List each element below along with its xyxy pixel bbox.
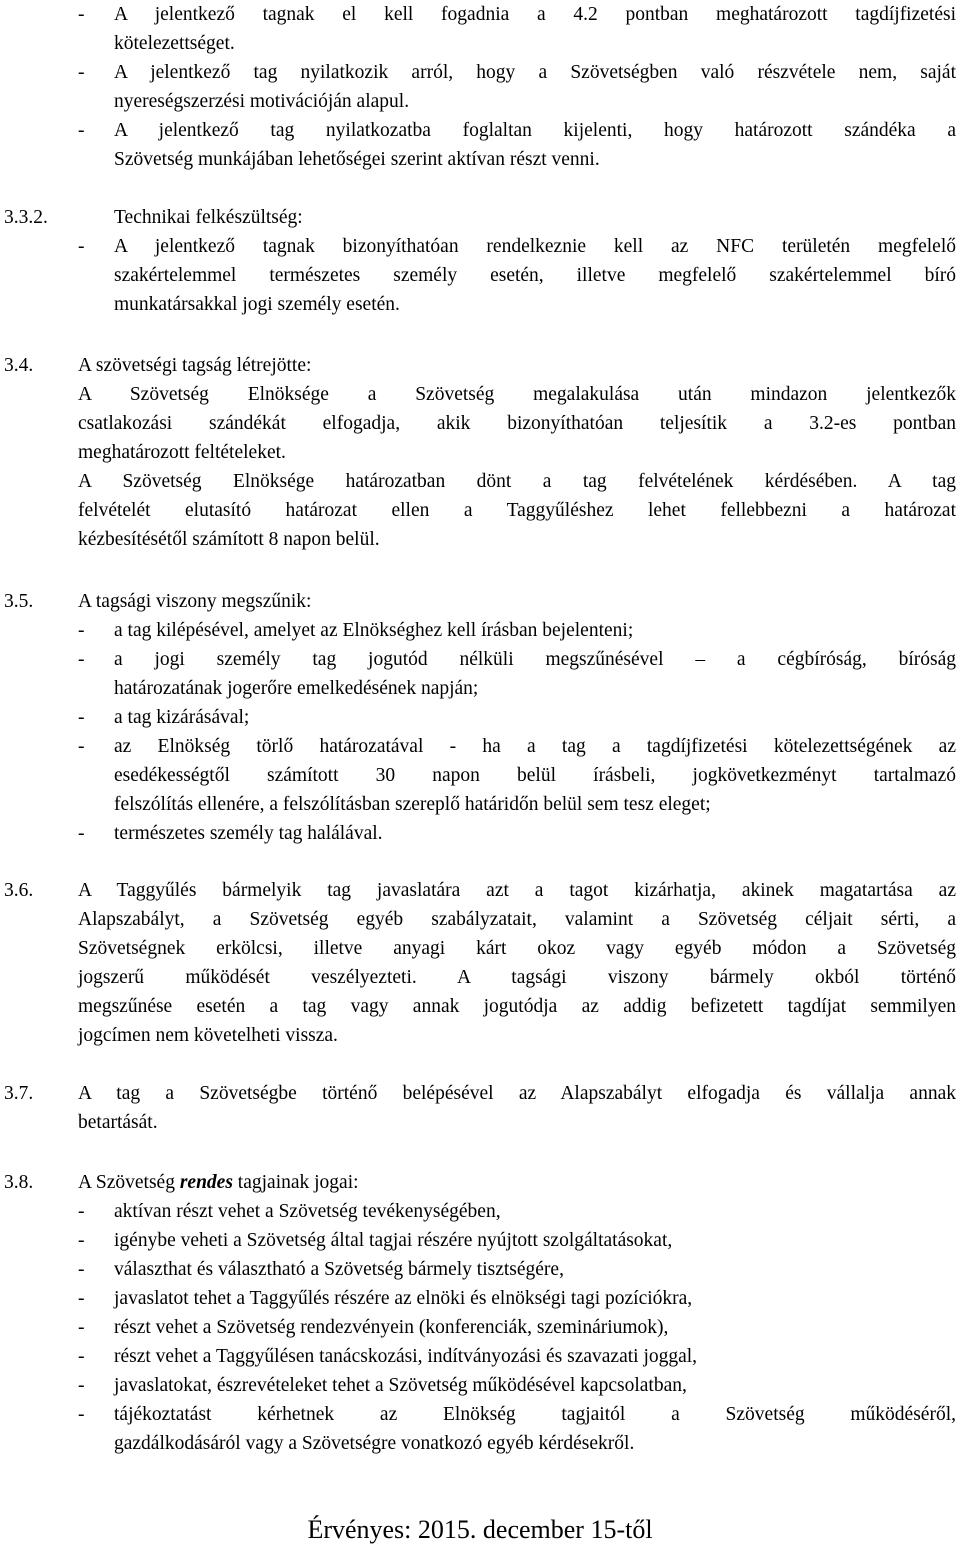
text-line: gazdálkodásáról vagy a Szövetségre vonatkozó egyéb kérdésekről.	[114, 1433, 635, 1454]
section-number: 3.8.	[4, 1172, 34, 1193]
text-line: A Taggyűlés bármelyik tag javaslatára azt a tagot kizárhatja, akinek magatartása az	[78, 880, 956, 901]
text-line: részt vehet a Szövetség rendezvényein (konferenciák, szemináriumok),	[114, 1317, 669, 1338]
text-line: csatlakozási szándékát elfogadja, akik bizonyíthatóan teljesítik a 3.2-es pontban	[78, 413, 956, 434]
list-dash: -	[78, 120, 85, 141]
list-dash: -	[78, 1201, 85, 1222]
text-line: A jelentkező tag nyilatkozatba foglaltan kijelenti, hogy határozott szándéka a	[114, 120, 956, 141]
text-line: kézbesítésétől számított 8 napon belül.	[78, 529, 380, 550]
list-dash: -	[78, 1404, 85, 1425]
text-line: a jogi személy tag jogutód nélküli megszűnésével – a cégbíróság, bíróság	[114, 649, 956, 670]
list-dash: -	[78, 649, 85, 670]
text-line: jogcímen nem követelheti vissza.	[78, 1025, 338, 1046]
heading-text: A Szövetség	[78, 1172, 180, 1193]
text-line: meghatározott feltételeket.	[78, 442, 286, 463]
text-line: javaslatokat, észrevételeket tehet a Szövetség működésével kapcsolatban,	[114, 1375, 687, 1396]
text-line: felvételét elutasító határozat ellen a Taggyűléshez lehet fellebbezni a határozat	[78, 500, 956, 521]
section-number: 3.5.	[4, 591, 34, 612]
text-line: A jelentkező tagnak el kell fogadnia a 4.2 pontban meghatározott tagdíjfizetési	[114, 4, 956, 25]
text-line: Szövetség munkájában lehetőségei szerint aktívan részt venni.	[114, 149, 600, 170]
text-line: nyereségszerzési motivációján alapul.	[114, 91, 410, 112]
text-line: Szövetségnek erkölcsi, illetve anyagi kárt okoz vagy egyéb módon a Szövetség	[78, 938, 956, 959]
text-line: határozatának jogerőre emelkedésének napján;	[114, 678, 479, 699]
text-line: Alapszabályt, a Szövetség egyéb szabályzatait, valamint a Szövetség céljait sérti, a	[78, 909, 956, 930]
text-line: megszűnése esetén a tag vagy annak jogutódja az addig befizetett tagdíjat semmilyen	[78, 996, 956, 1017]
heading-text: tagjainak jogai:	[232, 1172, 359, 1193]
text-line: A jelentkező tag nyilatkozik arról, hogy a Szövetségben való részvétele nem, saját	[114, 62, 956, 83]
text-line: szakértelemmel természetes személy esetén, illetve megfelelő szakértelemmel bíró	[114, 265, 956, 286]
text-line: A jelentkező tagnak bizonyíthatóan rendelkeznie kell az NFC területén megfelelő	[114, 236, 956, 257]
text-line: a tag kizárásával;	[114, 707, 250, 728]
section-heading: A tagsági viszony megszűnik:	[78, 591, 312, 612]
text-line: felszólítás ellenére, a felszólításban szereplő határidőn belül sem tesz eleget;	[114, 794, 711, 815]
list-dash: -	[78, 1375, 85, 1396]
text-line: jogszerű működését veszélyezteti. A tagsági viszony bármely okból történő	[78, 967, 956, 988]
list-dash: -	[78, 1288, 85, 1309]
section-number: 3.6.	[4, 880, 34, 901]
list-dash: -	[78, 823, 85, 844]
text-line: A Szövetség Elnöksége határozatban dönt a tag felvételének kérdésében. A tag	[78, 471, 956, 492]
list-dash: -	[78, 1230, 85, 1251]
text-line: a tag kilépésével, amelyet az Elnökséghez kell írásban bejelenteni;	[114, 620, 634, 641]
section-number: 3.7.	[4, 1083, 34, 1104]
list-dash: -	[78, 1317, 85, 1338]
list-dash: -	[78, 620, 85, 641]
list-dash: -	[78, 4, 85, 25]
list-dash: -	[78, 707, 85, 728]
text-line: aktívan részt vehet a Szövetség tevékenységében,	[114, 1201, 501, 1222]
heading-emphasis: rendes	[179, 1172, 233, 1193]
text-line: természetes személy tag halálával.	[114, 823, 383, 844]
section-number: 3.3.2.	[4, 207, 48, 228]
text-line: esedékességtől számított 30 napon belül írásbeli, jogkövetkezményt tartalmazó	[114, 765, 956, 786]
text-line: A Szövetség Elnöksége a Szövetség megalakulása után mindazon jelentkezők	[78, 384, 956, 405]
text-line: munkatársakkal jogi személy esetén.	[114, 294, 400, 315]
section-heading: Technikai felkészültség:	[114, 207, 303, 228]
text-line: tájékoztatást kérhetnek az Elnökség tagjaitól a Szövetség működéséről,	[114, 1404, 956, 1425]
text-line: az Elnökség törlő határozatával - ha a tag a tagdíjfizetési kötelezettségének az	[114, 736, 956, 757]
text-line: javaslatot tehet a Taggyűlés részére az elnöki és elnökségi tagi pozíciókra,	[114, 1288, 693, 1309]
section-heading: A szövetségi tagság létrejötte:	[78, 355, 312, 376]
list-dash: -	[78, 1259, 85, 1280]
section-number: 3.4.	[4, 355, 34, 376]
list-dash: -	[78, 736, 85, 757]
list-dash: -	[78, 1346, 85, 1367]
section-heading	[78, 1168, 359, 1197]
list-dash: -	[78, 236, 85, 257]
text-line: igénybe veheti a Szövetség által tagjai részére nyújtott szolgáltatásokat,	[114, 1230, 673, 1251]
list-dash: -	[78, 62, 85, 83]
text-line: A tag a Szövetségbe történő belépésével az Alapszabályt elfogadja és vállalja annak	[78, 1083, 956, 1104]
validity-footer: Érvényes: 2015. december 15-től	[307, 1515, 653, 1544]
text-line: választhat és választható a Szövetség bármely tisztségére,	[114, 1259, 564, 1280]
text-line: részt vehet a Taggyűlésen tanácskozási, indítványozási és szavazati joggal,	[114, 1346, 698, 1367]
text-line: betartását.	[78, 1112, 158, 1133]
text-line: kötelezettséget.	[114, 33, 235, 54]
